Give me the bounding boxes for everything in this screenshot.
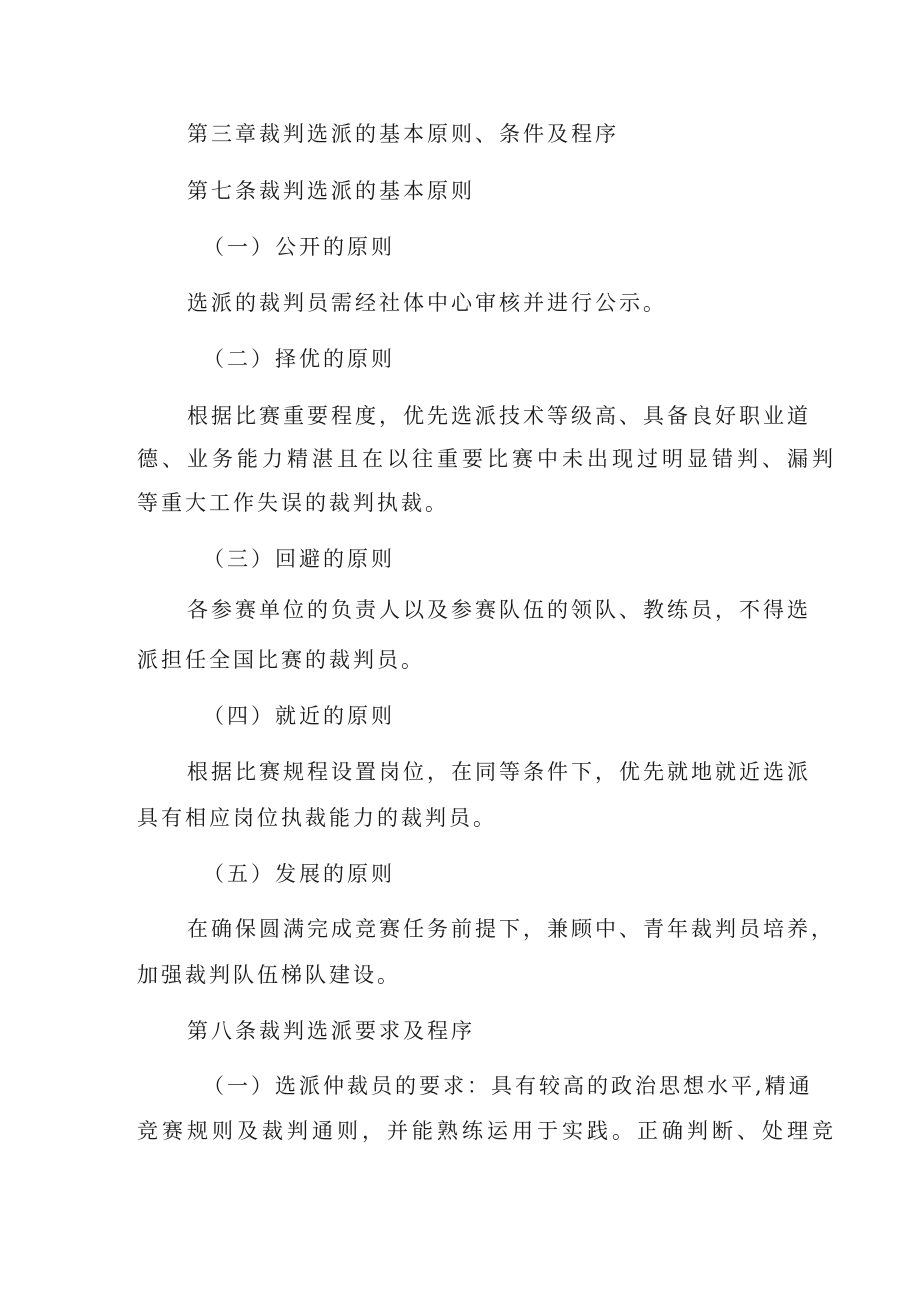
principle-4-heading: （四）就近的原则	[203, 704, 395, 728]
article-7-heading: 第七条裁判选派的基本原则	[187, 179, 475, 203]
article-8-heading: 第八条裁判选派要求及程序	[187, 1019, 475, 1043]
paragraph-line: 等重大工作失误的裁判执裁。	[137, 491, 449, 515]
paragraph-line: 选派的裁判员需经社体中心审核并进行公示。	[187, 291, 667, 315]
paragraph-line: 竞赛规则及裁判通则，并能熟练运用于实践。正确判断、处理竞	[137, 1119, 837, 1143]
principle-5-heading: （五）发展的原则	[203, 862, 395, 886]
principle-2-heading: （二）择优的原则	[203, 347, 395, 371]
paragraph-line: 加强裁判队伍梯队建设。	[137, 963, 401, 987]
paragraph-line: 在确保圆满完成竞赛任务前提下，兼顾中、青年裁判员培养，	[187, 917, 835, 941]
paragraph-line: 具有相应岗位执裁能力的裁判员。	[137, 806, 497, 830]
paragraph-line: 德、业务能力精湛且在以往重要比赛中未出现过明显错判、漏判	[137, 447, 837, 471]
paragraph-line: （一）选派仲裁员的要求：具有较高的政治思想水平,精通	[203, 1074, 813, 1098]
paragraph-line: 各参赛单位的负责人以及参赛队伍的领队、教练员，不得选	[187, 598, 811, 622]
paragraph-line: 根据比赛重要程度，优先选派技术等级高、具备良好职业道	[187, 404, 811, 428]
principle-1-heading: （一）公开的原则	[203, 235, 395, 259]
chapter-heading: 第三章裁判选派的基本原则、条件及程序	[187, 122, 619, 146]
principle-3-heading: （三）回避的原则	[203, 547, 395, 571]
paragraph-line: 派担任全国比赛的裁判员。	[137, 648, 425, 672]
paragraph-line: 根据比赛规程设置岗位，在同等条件下，优先就地就近选派	[187, 760, 811, 784]
